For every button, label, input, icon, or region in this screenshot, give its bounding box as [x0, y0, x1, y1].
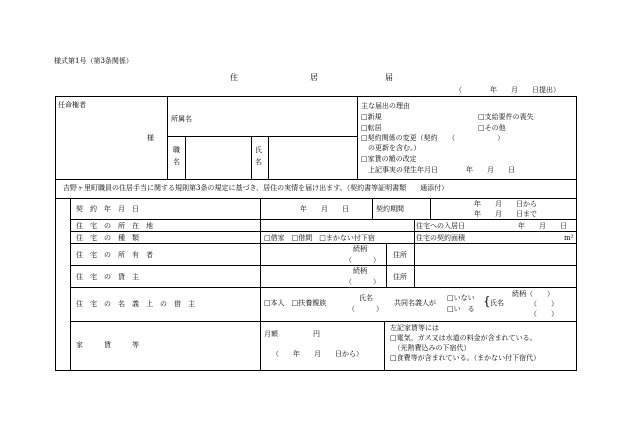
co-holder-label: 共同名義人が [394, 299, 436, 307]
co-holder-name-label: 氏名 [490, 299, 504, 307]
divider [167, 136, 357, 137]
divider [70, 287, 577, 288]
divider [251, 136, 252, 179]
divider [414, 243, 415, 265]
reason-new: □新規 [361, 113, 382, 121]
contract-period-label: 契約期間 [376, 205, 404, 213]
divider [70, 219, 577, 220]
lessee-paren: （ ） [348, 305, 383, 313]
reasons-title: 主な届出の理由 [361, 102, 410, 110]
form-number: 様式第1号（第3条関係） [54, 57, 133, 65]
contract-area-label: 住宅の契約面積 [416, 234, 465, 242]
contract-period-from: 年 月 日から [474, 200, 537, 208]
movein-label: 住宅への入居日 [416, 222, 465, 230]
divider [414, 231, 415, 243]
lessor-address-label: 住所 [393, 273, 407, 281]
reason-other: □その他 [478, 124, 506, 132]
title-char-2: 居 [310, 73, 318, 82]
co-holder-no[interactable]: □いない [447, 294, 475, 302]
co-holder-paren-3: （ ） [530, 310, 558, 318]
rent-label: 家 賃 等 [76, 341, 139, 349]
rent-since: （ 年 月 日から） [272, 350, 363, 358]
owner-label: 住 宅 の 所 有 者 [76, 251, 153, 259]
divider [70, 198, 71, 371]
divider [167, 96, 168, 179]
appointer-suffix: 様 [147, 134, 154, 142]
brace-icon: { [483, 294, 491, 308]
area-unit: m² [564, 234, 574, 242]
position-label: 職 名 [173, 146, 180, 166]
divider [268, 136, 269, 179]
divider [414, 265, 415, 287]
contract-date-label: 契 約 年 月 日 [76, 205, 139, 213]
lessor-label: 住 宅 の 貸 主 [76, 273, 139, 281]
title-char-3: 届 [385, 73, 393, 82]
co-holder-yes[interactable]: □い る [447, 305, 475, 313]
rent-note-meals[interactable]: □食費等が含まれている。（まかない付下宿代） [390, 354, 541, 362]
title-char-1: 住 [230, 73, 238, 82]
address-label: 住 宅 の 所 在 地 [76, 222, 153, 230]
lessee-options[interactable]: □本人 □扶養親族 [264, 299, 327, 307]
lessee-label: 住 宅 の 名 義 上 の 借 主 [76, 300, 195, 308]
divider [70, 243, 577, 244]
divider [357, 96, 358, 179]
divider [55, 179, 577, 180]
reason-occurrence-date: 上記事実の発生年月日 年 月 日 [361, 166, 515, 174]
lessor-relation-paren: （ ） [345, 278, 380, 286]
rent-note-utilities[interactable]: □電気、ガス又は水道の料金が含まれている。 [390, 334, 537, 342]
divider [260, 198, 261, 371]
divider [70, 231, 577, 232]
lessor-relation: 続柄 [353, 267, 367, 275]
reason-loss: □支給要件の喪失 [478, 113, 534, 121]
rent-note-utilities-detail: （光熱費込みの下宿代） [390, 344, 471, 352]
contract-date-value: 年 月 日 [300, 205, 349, 213]
name-label: 氏 名 [255, 146, 262, 166]
owner-address-label: 住所 [393, 251, 407, 259]
owner-relation: 続柄 [353, 245, 367, 253]
dept-label: 所属名 [171, 115, 192, 123]
rent-monthly: 月額 円 [264, 330, 320, 338]
reason-contract-change: □契約関係の変更（契約 （ ） [361, 134, 505, 142]
divider [384, 321, 385, 371]
divider [386, 265, 387, 287]
rent-note-intro: 左記家賃等には [390, 324, 439, 332]
housing-kind-label: 住 宅 の 種 類 [76, 234, 139, 242]
reason-contract-renewal: の更新を含む。） [361, 144, 421, 152]
divider [430, 198, 431, 219]
divider [414, 219, 415, 231]
co-holder-relation: 続柄（ ） [512, 290, 554, 298]
declaration-text: 吉野ヶ里町職員の住居手当に関する規則第3条の規定に基づき、居住の実情を届け出ます。（契約書等証明書類 通添付） [63, 184, 449, 192]
divider [372, 198, 373, 219]
co-holder-paren-2: （ ） [530, 300, 558, 308]
reason-move: □転居 [361, 124, 382, 132]
housing-kind-options[interactable]: □借家 □借間 □まかない付下宿 [264, 234, 375, 242]
owner-relation-paren: （ ） [345, 256, 380, 264]
divider [70, 265, 577, 266]
submission-date: （ 年 月 日提出） [455, 86, 560, 94]
divider [55, 198, 577, 199]
appointer-label: 任命権者 [58, 101, 86, 109]
divider [386, 243, 387, 265]
contract-period-to: 年 月 日まで [474, 210, 537, 218]
reason-rent-revision: □家賃の額の改定 [361, 155, 417, 163]
movein-value: 年 月 日 [518, 222, 567, 230]
lessee-name-label: 氏名 [359, 294, 373, 302]
divider [185, 136, 186, 179]
divider [70, 321, 577, 322]
